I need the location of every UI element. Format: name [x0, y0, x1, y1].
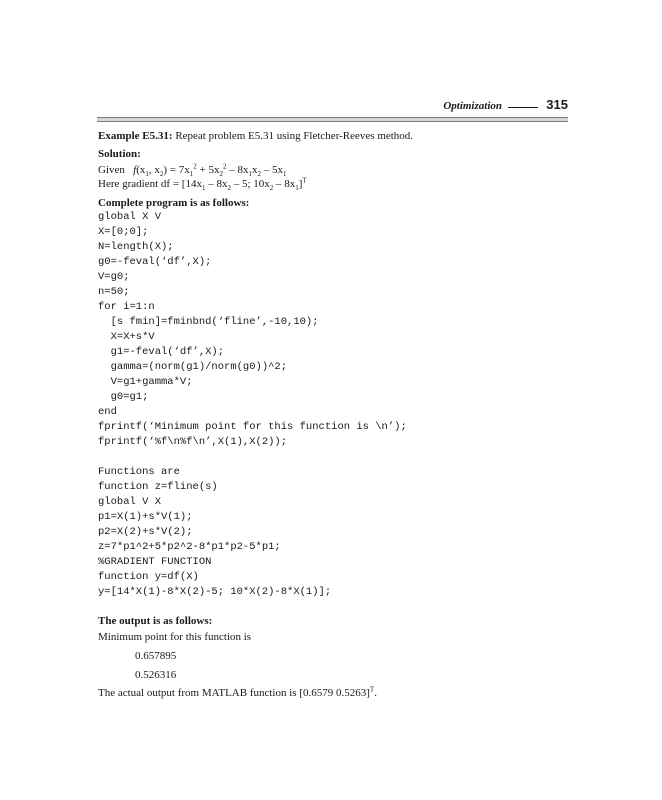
code-line: g0=-feval(‘df’,X);: [98, 256, 212, 268]
code-line: g1=-feval(‘df’,X);: [98, 346, 225, 358]
page-number: 315: [546, 97, 568, 112]
given-prefix: Given: [98, 164, 125, 176]
output-value-2: 0.526316: [135, 669, 177, 681]
example-label: Example E5.31:: [98, 130, 173, 142]
code-line: X=[0;0];: [98, 226, 149, 238]
code-line: global V X: [98, 496, 162, 508]
code-line: gamma=(norm(g1)/norm(g0))^2;: [98, 361, 288, 373]
code-line: X=X+s*V: [98, 331, 155, 343]
code-line: end: [98, 406, 117, 418]
page-header: [97, 97, 568, 117]
given-line: [98, 164, 568, 177]
header-rule: [508, 107, 538, 108]
code-line: g0=g1;: [98, 391, 149, 403]
code-line: n=50;: [98, 286, 130, 298]
header-band: [97, 117, 568, 122]
code-line: for i=1:n: [98, 301, 155, 313]
actual-output-line: The actual output from MATLAB function is [0.6579 0.5263]$^T$.: [98, 685, 377, 699]
example-heading: [98, 130, 568, 143]
code-line: [s fmin]=fminbnd(‘fline’,-10,10);: [98, 316, 319, 328]
code-line: V=g0;: [98, 271, 130, 283]
spacer: [98, 450, 568, 465]
code-line: %GRADIENT FUNCTION: [98, 556, 212, 568]
code-line: V=g1+gamma*V;: [98, 376, 193, 388]
code-line: z=7*p1^2+5*p2^2-8*p1*p2-5*p1;: [98, 541, 281, 553]
output-heading: The output is as follows:: [98, 615, 213, 627]
code-line: p2=X(2)+s*V(2);: [98, 526, 193, 538]
gradient-line: Here gradient df = [$14x_1 - 8x_2 - 5$; $10x_2 - 8x_1]^T$: [98, 176, 307, 193]
given-function: $f(x_1$, $x_2) = 7x_1^2 + 5x_2^2 - 8x_1x_2 - 5x_1$: [133, 162, 287, 179]
code-line: N=length(X);: [98, 241, 174, 253]
section-title: Optimization: [443, 100, 502, 112]
program-heading: Complete program is as follows:: [98, 197, 250, 209]
code-line: fprintf(‘%f\n%f\n’,X(1),X(2));: [98, 436, 288, 448]
code-line: y=[14*X(1)-8*X(2)-5; 10*X(2)-8*X(1)];: [98, 586, 332, 598]
function-code: [98, 465, 568, 600]
page-content: [98, 130, 568, 700]
code-line: Functions are: [98, 466, 180, 478]
example-text: Repeat problem E5.31 using Fletcher-Reeves method.: [175, 130, 414, 142]
code-line: fprintf(‘Minimum point for this function is \n’);: [98, 421, 407, 433]
code-line: function z=fline(s): [98, 481, 218, 493]
output-value-1: 0.657895: [135, 650, 177, 662]
program-code: [98, 210, 568, 450]
code-line: p1=X(1)+s*V(1);: [98, 511, 193, 523]
code-line: function y=df(X): [98, 571, 199, 583]
solution-label: Solution:: [98, 148, 141, 160]
output-line: Minimum point for this function is: [98, 631, 252, 643]
code-line: global X V: [98, 211, 162, 223]
spacer: [98, 600, 568, 615]
